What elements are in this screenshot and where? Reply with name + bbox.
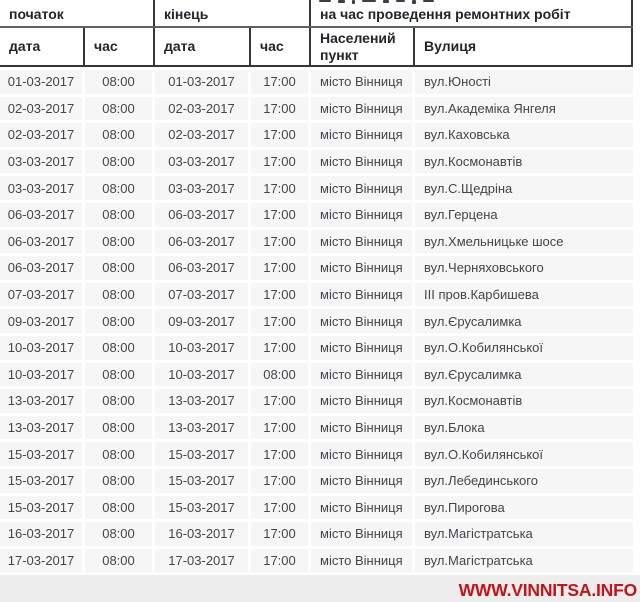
cell-street: вул.Блока: [415, 416, 633, 440]
cell-start-time: 08:00: [85, 389, 152, 413]
table-header-columns: [0, 28, 633, 67]
cell-settlement: місто Вінниця: [311, 442, 412, 466]
cell-end-date: 06-03-2017: [155, 230, 248, 254]
cell-end-time: 17:00: [251, 309, 308, 333]
cell-start-time: 08:00: [85, 123, 152, 147]
cell-settlement: місто Вінниця: [311, 522, 412, 546]
cell-end-time: 17:00: [251, 336, 308, 360]
header-col-end-time: час: [251, 28, 311, 65]
cell-start-time: 08:00: [85, 256, 152, 280]
cell-settlement: місто Вінниця: [311, 283, 412, 307]
cell-end-time: 17:00: [251, 176, 308, 200]
cell-settlement: місто Вінниця: [311, 123, 412, 147]
cell-end-time: 17:00: [251, 416, 308, 440]
header-col-end-date: дата: [155, 28, 251, 65]
cell-settlement: місто Вінниця: [311, 363, 412, 387]
table-row: [0, 176, 633, 200]
cell-end-date: 02-03-2017: [155, 97, 248, 121]
cell-street: вул.О.Кобилянської: [415, 336, 633, 360]
table-row: [0, 363, 633, 387]
cell-start-time: 08:00: [85, 97, 152, 121]
cell-start-time: 08:00: [85, 549, 152, 573]
cell-street: вул.Магістратська: [415, 522, 633, 546]
cell-end-time: 17:00: [251, 97, 308, 121]
cell-end-time: 17:00: [251, 442, 308, 466]
table-row: [0, 256, 633, 280]
table-row: [0, 97, 633, 121]
cell-start-date: 03-03-2017: [0, 176, 82, 200]
cell-start-date: 15-03-2017: [0, 469, 82, 493]
table-row: [0, 230, 633, 254]
cell-end-date: 10-03-2017: [155, 363, 248, 387]
cell-settlement: місто Вінниця: [311, 97, 412, 121]
table-header-groups: [0, 0, 633, 28]
cell-end-time: 17:00: [251, 469, 308, 493]
header-col-start-time: час: [85, 28, 155, 65]
cell-end-date: 06-03-2017: [155, 203, 248, 227]
cell-end-time: 08:00: [251, 363, 308, 387]
cell-end-time: 17:00: [251, 203, 308, 227]
cell-end-time: 17:00: [251, 496, 308, 520]
cell-end-date: 13-03-2017: [155, 389, 248, 413]
cell-start-date: 15-03-2017: [0, 442, 82, 466]
cell-street: вул.Пирогова: [415, 496, 633, 520]
cell-start-date: 06-03-2017: [0, 256, 82, 280]
cell-street: вул.Космонавтів: [415, 389, 633, 413]
header-col-street: Вулиця: [415, 28, 633, 65]
table-row: [0, 549, 633, 573]
cell-start-date: 15-03-2017: [0, 496, 82, 520]
cell-end-time: 17:00: [251, 256, 308, 280]
cell-street: вул.Черняховського: [415, 256, 633, 280]
cell-start-time: 08:00: [85, 363, 152, 387]
cell-end-date: 03-03-2017: [155, 150, 248, 174]
clipped-text-fragment: [319, 0, 434, 4]
cell-settlement: місто Вінниця: [311, 549, 412, 573]
cell-settlement: місто Вінниця: [311, 496, 412, 520]
cell-settlement: місто Вінниця: [311, 176, 412, 200]
cell-settlement: місто Вінниця: [311, 309, 412, 333]
cell-start-date: 10-03-2017: [0, 363, 82, 387]
cell-end-time: 17:00: [251, 522, 308, 546]
table-row: [0, 150, 633, 174]
cell-end-date: 13-03-2017: [155, 416, 248, 440]
cell-street: вул.Космонавтів: [415, 150, 633, 174]
cell-settlement: місто Вінниця: [311, 70, 412, 94]
cell-street: вул.Герцена: [415, 203, 633, 227]
cell-settlement: місто Вінниця: [311, 230, 412, 254]
cell-start-time: 08:00: [85, 522, 152, 546]
cell-street: вул.Єрусалимка: [415, 309, 633, 333]
cell-start-time: 08:00: [85, 176, 152, 200]
table-row: [0, 203, 633, 227]
cell-settlement: місто Вінниця: [311, 389, 412, 413]
cell-start-time: 08:00: [85, 309, 152, 333]
cell-end-time: 17:00: [251, 389, 308, 413]
cell-street: вул.Академіка Янгеля: [415, 97, 633, 121]
cell-end-date: 07-03-2017: [155, 283, 248, 307]
cell-settlement: місто Вінниця: [311, 256, 412, 280]
header-col-start-date: дата: [0, 28, 85, 65]
cell-end-date: 16-03-2017: [155, 522, 248, 546]
table-row: [0, 283, 633, 307]
cell-start-time: 08:00: [85, 416, 152, 440]
cell-end-time: 17:00: [251, 549, 308, 573]
cell-street: вул.Хмельницьке шосе: [415, 230, 633, 254]
table-row: [0, 123, 633, 147]
header-col-settlement: Населений пункт: [311, 28, 415, 65]
cell-start-time: 08:00: [85, 336, 152, 360]
cell-end-date: 09-03-2017: [155, 309, 248, 333]
table-row: [0, 496, 633, 520]
cell-settlement: місто Вінниця: [311, 469, 412, 493]
table-row: [0, 416, 633, 440]
table-row: [0, 469, 633, 493]
cell-start-date: 13-03-2017: [0, 389, 82, 413]
cell-end-date: 15-03-2017: [155, 442, 248, 466]
cell-start-date: 06-03-2017: [0, 230, 82, 254]
header-group-end: кінець: [155, 0, 311, 26]
cell-street: вул.Лебединського: [415, 469, 633, 493]
cell-end-date: 06-03-2017: [155, 256, 248, 280]
cell-start-time: 08:00: [85, 496, 152, 520]
table-body: [0, 70, 633, 572]
cell-start-time: 08:00: [85, 203, 152, 227]
cell-street: вул.Юності: [415, 70, 633, 94]
cell-street: вул.Єрусалимка: [415, 363, 633, 387]
cell-start-date: 02-03-2017: [0, 97, 82, 121]
cell-end-date: 01-03-2017: [155, 70, 248, 94]
cell-end-time: 17:00: [251, 230, 308, 254]
table-row: [0, 389, 633, 413]
cell-end-date: 15-03-2017: [155, 496, 248, 520]
cell-end-date: 02-03-2017: [155, 123, 248, 147]
table-row: [0, 522, 633, 546]
cell-street: вул.Магістратська: [415, 549, 633, 573]
cell-start-time: 08:00: [85, 150, 152, 174]
cell-end-time: 17:00: [251, 150, 308, 174]
cell-start-date: 10-03-2017: [0, 336, 82, 360]
header-group-start: початок: [0, 0, 155, 26]
cell-start-date: 07-03-2017: [0, 283, 82, 307]
cell-start-time: 08:00: [85, 230, 152, 254]
cell-end-time: 17:00: [251, 283, 308, 307]
cell-start-date: 09-03-2017: [0, 309, 82, 333]
cell-street: вул.Каховська: [415, 123, 633, 147]
cell-end-time: 17:00: [251, 123, 308, 147]
cell-start-time: 08:00: [85, 283, 152, 307]
cell-start-date: 01-03-2017: [0, 70, 82, 94]
cell-start-date: 16-03-2017: [0, 522, 82, 546]
table-row: [0, 309, 633, 333]
footer-strip: [0, 575, 640, 602]
table-row: [0, 336, 633, 360]
cell-start-time: 08:00: [85, 442, 152, 466]
header-group-note: [311, 0, 633, 26]
site-watermark: WWW.VINNITSA.INFO: [458, 580, 637, 601]
cell-end-date: 03-03-2017: [155, 176, 248, 200]
cell-start-date: 06-03-2017: [0, 203, 82, 227]
table-row: [0, 442, 633, 466]
cell-street: вул.О.Кобилянської: [415, 442, 633, 466]
cell-settlement: місто Вінниця: [311, 336, 412, 360]
cell-end-time: 17:00: [251, 70, 308, 94]
cell-street: вул.С.Щедріна: [415, 176, 633, 200]
cell-end-date: 15-03-2017: [155, 469, 248, 493]
cell-street: ІІІ пров.Карбишева: [415, 283, 633, 307]
cell-end-date: 17-03-2017: [155, 549, 248, 573]
cell-start-date: 17-03-2017: [0, 549, 82, 573]
cell-start-date: 02-03-2017: [0, 123, 82, 147]
table-row: [0, 70, 633, 94]
cell-start-date: 13-03-2017: [0, 416, 82, 440]
cell-end-date: 10-03-2017: [155, 336, 248, 360]
cell-start-date: 03-03-2017: [0, 150, 82, 174]
header-note-label: на час проведення ремонтних робіт: [320, 6, 571, 22]
cell-start-time: 08:00: [85, 469, 152, 493]
cell-settlement: місто Вінниця: [311, 416, 412, 440]
cell-settlement: місто Вінниця: [311, 150, 412, 174]
cell-settlement: місто Вінниця: [311, 203, 412, 227]
cell-start-time: 08:00: [85, 70, 152, 94]
